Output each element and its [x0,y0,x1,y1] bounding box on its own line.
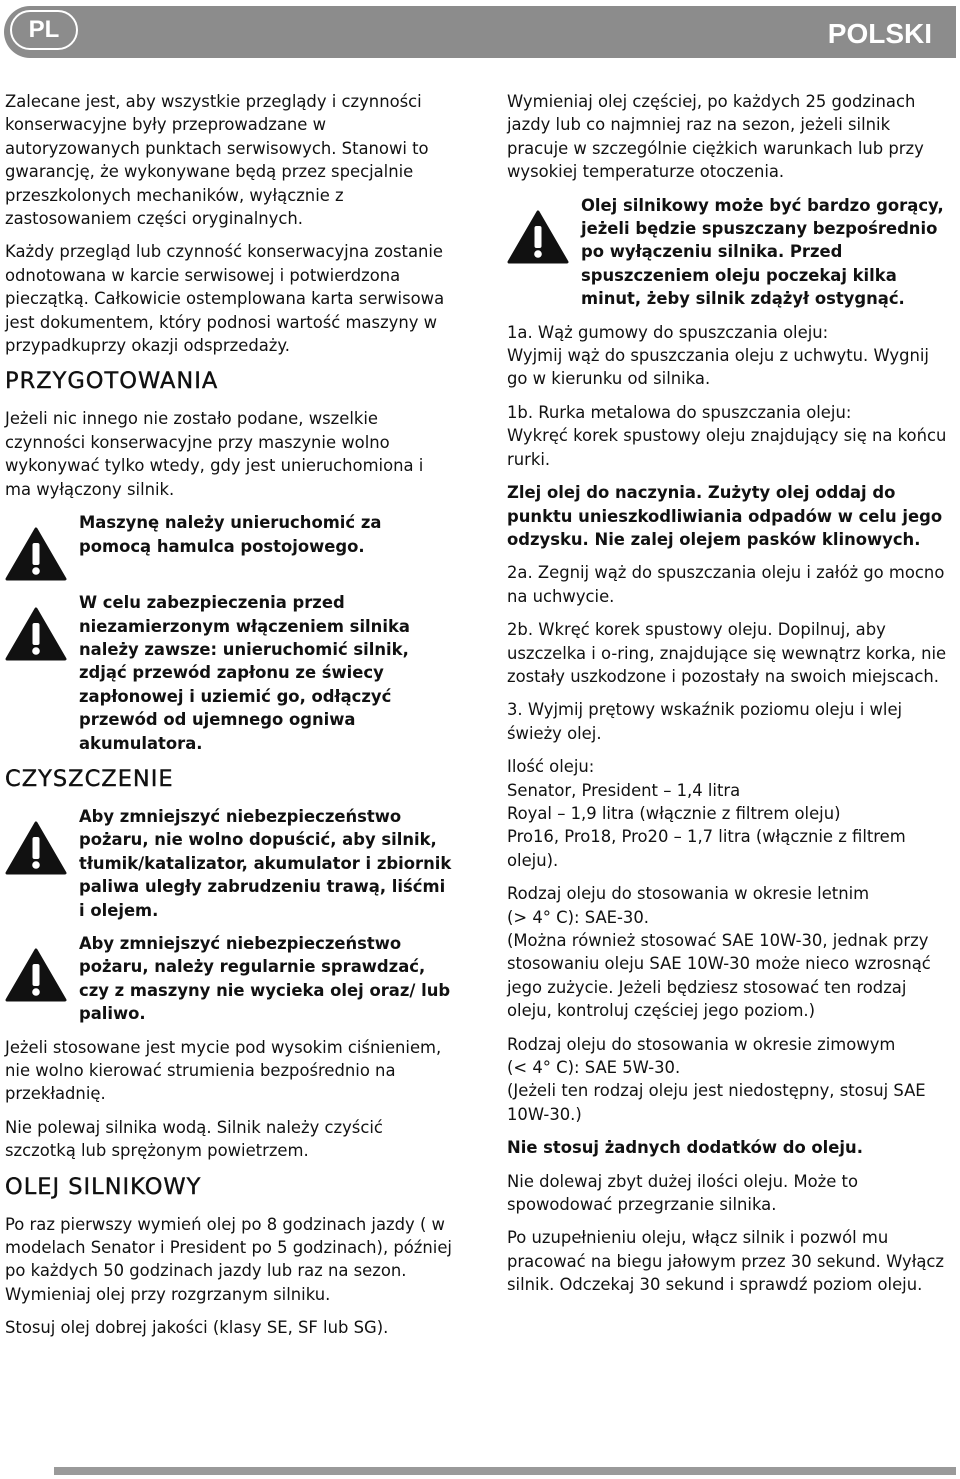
oil-change-frequency: Wymieniaj olej częściej, po każdych 25 godzinach jazdy lub co najmniej raz na sezon, jeżeli silnik pracuje w szczególnie ciężkich warunkach lub przy wysokiej temperaturze otoczenia. [507,92,924,182]
oil-quantity-pro: Pro16, Pro18, Pro20 – 1,7 litra (włącznie z filtrem oleju). [507,827,906,870]
summer-oil-note: (Można również stosować SAE 10W-30, jednak przy stosowaniu oleju SAE 10W-30 może nieco wzrosnąć jego zużycie. Jeżeli będziesz stosować ten rodzaj oleju, kontroluj częściej jego poziom.) [507,931,931,1021]
step-3: 3. Wyjmij prętowy wskaźnik poziomu oleju i wlej świeży olej. [507,700,903,743]
oil-paragraph-2: Stosuj olej dobrej jakości (klasy SE, SF lub SG). [5,1318,389,1338]
heading-cleaning: CZYSZCZENIE [5,765,174,792]
warning-triangle-icon [5,948,67,1002]
cleaning-paragraph-2: Nie polewaj silnika wodą. Silnik należy czyścić szczotką lub sprężonym powietrzem. [5,1117,383,1161]
warning-parking-brake [5,511,453,581]
winter-oil-spec: (< 4° C): SAE 5W-30. [507,1058,681,1078]
warning-ignition [5,591,453,755]
step-1a-title: 1a. Wąż gumowy do spuszczania oleju: [507,322,829,342]
oil-quantity-senator: Senator, President – 1,4 litra [507,780,741,800]
summer-oil [507,882,953,1022]
page-header [4,6,956,58]
no-overfill-note: Nie dolewaj zbyt dużej ilości oleju. Może to spowodować przegrzanie silnika. [507,1171,858,1215]
warning-text: Aby zmniejszyć niebezpieczeństwo pożaru, nie wolno dopuścić, aby silnik, tłumik/katalizator, akumulator i zbiornik paliwa uległy zabrudzeniu trawą, liśćmi i olejem. [79,806,452,920]
no-additives-note: Nie stosuj żadnych dodatków do oleju. [507,1138,863,1158]
warning-text: Olej silnikowy może być bardzo gorący, jeżeli będzie spuszczany bezpośrednio po wyłączeniu silnika. Przed spuszczeniem oleju poczekaj kilka minut, żeby silnik zdążył ostygnąć. [581,195,944,309]
heading-preparations: PRZYGOTOWANIA [5,368,219,395]
summer-oil-title: Rodzaj oleju do stosowania w okresie letnim [507,884,870,904]
cleaning-paragraph-1: Jeżeli stosowane jest mycie pod wysokim ciśnieniem, nie wolno kierować strumienia bezpośrednio na przekładnię. [5,1037,442,1104]
oil-quantity-title: Ilość oleju: [507,757,595,777]
left-column [5,90,453,1350]
step-1a-text: Wyjmij wąż do spuszczania oleju z uchwytu. Wygnij go w kierunku od silnika. [507,346,929,389]
winter-oil-note: (Jeżeli ten rodzaj oleju jest niedostępny, stosuj SAE 10W-30.) [507,1081,926,1124]
prep-paragraph: Jeżeli nic innego nie zostało podane, wszelkie czynności konserwacyjne przy maszynie wolno wykonywać tylko wtedy, gdy jest unieruchomiona i ma wyłączony silnik. [5,409,424,499]
language-badge: PL [10,10,78,50]
oil-paragraph-1: Po raz pierwszy wymień olej po 8 godzinach jazdy ( w modelach Senator i President po 5 godzinach), później po każdych 50 godzinach jazdy lub raz na sezon. Wymieniaj olej przy rozgrzanym silniku. [5,1214,452,1304]
winter-oil [507,1033,953,1127]
warning-fire-1 [5,805,453,922]
step-1b-title: 1b. Rurka metalowa do spuszczania oleju: [507,402,852,422]
warning-text: Aby zmniejszyć niebezpieczeństwo pożaru, należy regularnie sprawdzać, czy z maszyny nie wycieka olej oraz/ lub paliwo. [79,933,451,1024]
heading-engine-oil: OLEJ SILNIKOWY [5,1173,202,1200]
drain-instruction: Zlej olej do naczynia. Zużyty olej oddaj do punktu unieszkodliwiania odpadów w celu jego odzysku. Nie zalej olejem pasków klinowych. [507,483,943,549]
intro-paragraph-2: Każdy przegląd lub czynność konserwacyjna zostanie odnotowana w karcie serwisowej i potwierdzona pieczątką. Całkowicie ostemplowana karta serwisowa jest dokumentem, który podnosi wartość maszyny w przypadkuprzy okazji odsprzedaży. [5,242,445,356]
warning-triangle-icon [507,210,569,264]
after-fill-note: Po uzupełnieniu oleju, włącz silnik i pozwól mu pracować na biegu jałowym przez 30 sekund. Wyłącz silnik. Odczekaj 30 sekund i sprawdź poziom oleju. [507,1228,945,1295]
step-2a: 2a. Zegnij wąż do spuszczania oleju i załóż go mocno na uchwycie. [507,563,945,606]
warning-triangle-icon [5,607,67,661]
warning-hot-oil [507,194,953,311]
oil-quantity [507,755,953,872]
warning-triangle-icon [5,527,67,581]
right-column [507,90,953,1307]
warning-text: Maszynę należy unieruchomić za pomocą hamulca postojowego. [79,513,382,556]
warning-triangle-icon [5,821,67,875]
intro-paragraph-1: Zalecane jest, aby wszystkie przeglądy i czynności konserwacyjne były przeprowadzane w autoryzowanych punktach serwisowych. Stanowi to gwarancję, że wykonywane będą przez specjalnie przeszkolonych mechaników, wyłącznie z zastosowaniem części oryginalnych. [5,92,429,229]
warning-text: W celu zabezpieczenia przed niezamierzonym włączeniem silnika należy zawsze: unieruchomić silnik, zdjąć przewód zapłonu ze świecy zapłonowej i uziemić go, odłączyć przewód od ujemnego ogniwa akumulatora. [79,593,410,753]
footer-bar [54,1467,956,1475]
warning-fire-2 [5,932,453,1026]
oil-quantity-royal: Royal – 1,9 litra (włącznie z filtrem oleju) [507,803,841,823]
summer-oil-spec: (> 4° C): SAE-30. [507,907,650,927]
step-1b-text: Wykręć korek spustowy oleju znajdujący się na końcu rurki. [507,426,947,469]
step-1a [507,321,953,391]
winter-oil-title: Rodzaj oleju do stosowania w okresie zimowym [507,1034,896,1054]
step-2b: 2b. Wkręć korek spustowy oleju. Dopilnuj, aby uszczelka i o-ring, znajdujące się wewnątrz korka, nie zostały uszkodzone i pozostały na swoich miejscach. [507,620,947,686]
language-title: POLSKI [827,18,932,49]
step-1b [507,401,953,471]
